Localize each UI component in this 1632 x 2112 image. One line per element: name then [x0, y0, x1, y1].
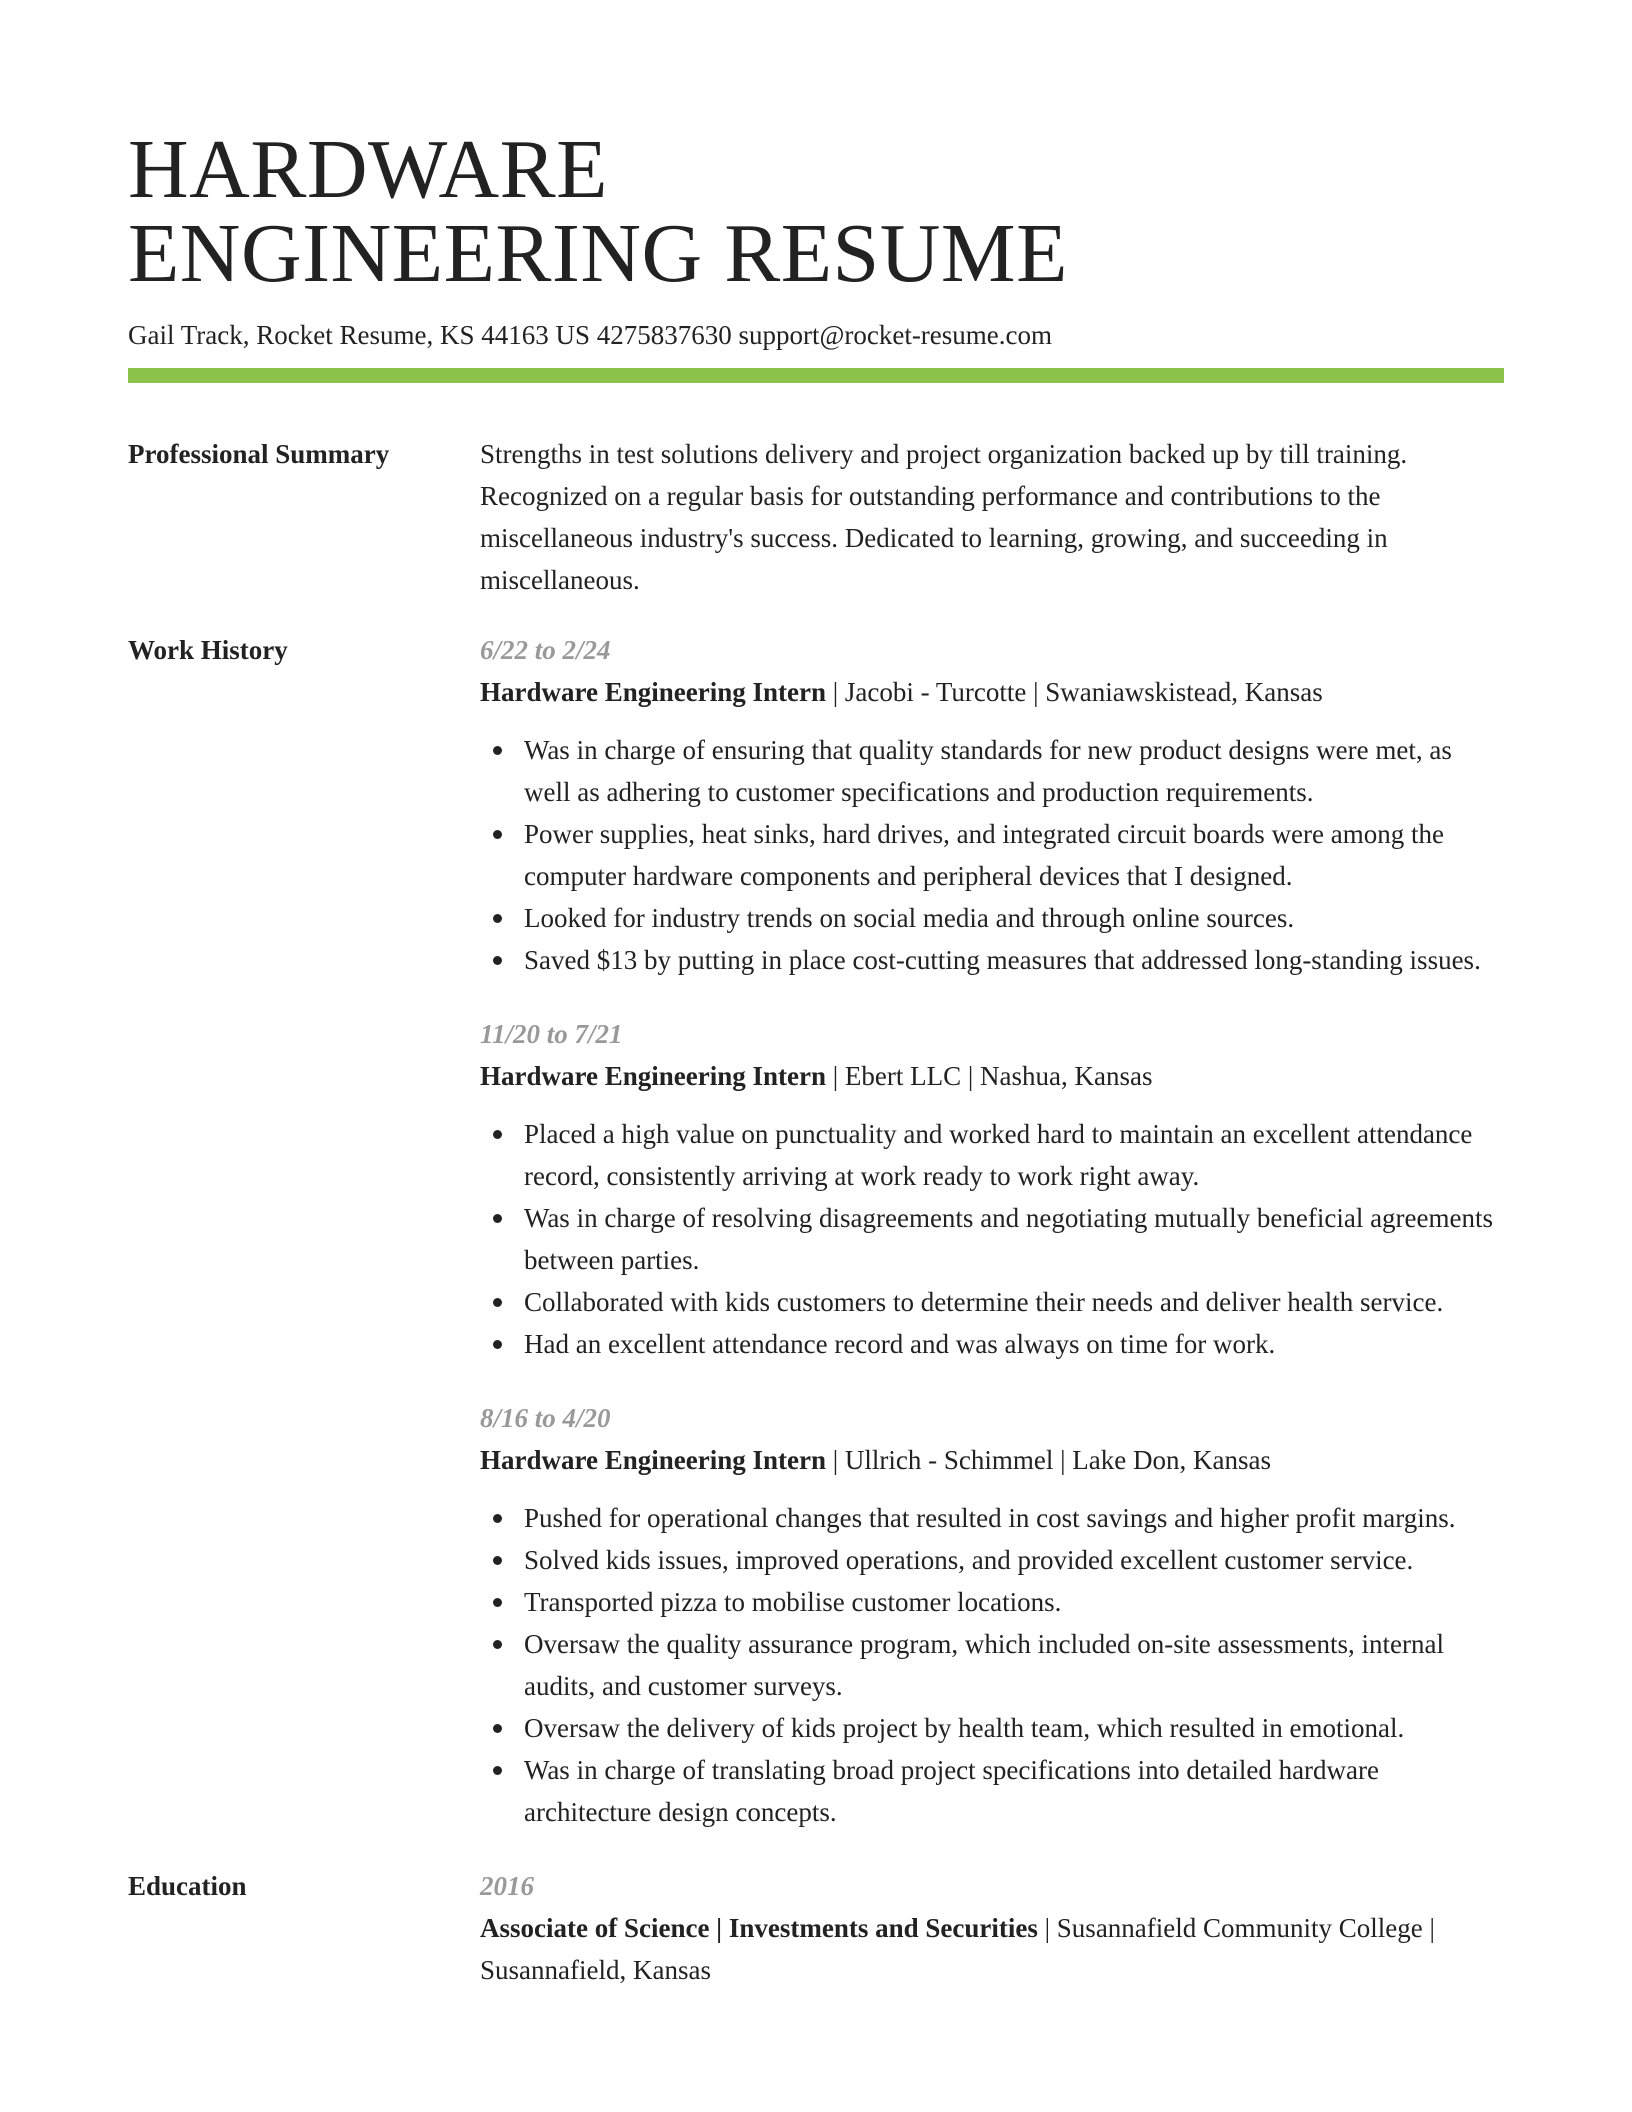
resume-title	[128, 123, 1504, 300]
bullet-item	[524, 1113, 1504, 1197]
job-details: | Ebert LLC | Nashua, Kansas	[826, 1061, 1153, 1091]
professional-summary-section	[128, 433, 1504, 601]
job-dates: 6/22 to 2/24	[480, 635, 611, 665]
job-entry	[480, 1013, 1504, 1365]
bullet-item	[524, 1707, 1504, 1749]
job-entry	[480, 629, 1504, 981]
job-dates: 8/16 to 4/20	[480, 1403, 611, 1433]
resume-page	[128, 123, 1504, 1991]
job-heading	[480, 1055, 1504, 1097]
job-bullets	[480, 729, 1504, 981]
bullet-dot	[493, 1130, 502, 1139]
education-heading	[480, 1907, 1504, 1991]
bullet-text: Oversaw the delivery of kids project by health team, which resulted in emotional.	[524, 1713, 1405, 1743]
bullet-text: Pushed for operational changes that resulted in cost savings and higher profit margins.	[524, 1503, 1456, 1533]
bullet-item	[524, 939, 1504, 981]
bullet-text: Was in charge of resolving disagreements and negotiating mutually beneficial agreements between parties.	[524, 1203, 1494, 1275]
work-history-body	[480, 629, 1504, 1833]
bullet-dot	[493, 746, 502, 755]
bullet-text: Was in charge of translating broad project specifications into detailed hardware architecture design concepts.	[524, 1755, 1380, 1827]
bullet-item	[524, 897, 1504, 939]
bullet-dot	[493, 1214, 502, 1223]
bullet-item	[524, 729, 1504, 813]
job-dates: 11/20 to 7/21	[480, 1019, 623, 1049]
job-title: Hardware Engineering Intern	[480, 1061, 826, 1091]
section-label-summary: Professional Summary	[128, 439, 390, 469]
section-label-work: Work History	[128, 635, 288, 665]
bullet-item	[524, 1197, 1504, 1281]
bullet-item	[524, 1581, 1504, 1623]
job-title: Hardware Engineering Intern	[480, 1445, 826, 1475]
bullet-dot	[493, 1514, 502, 1523]
work-history-section	[128, 629, 1504, 1833]
bullet-dot	[493, 1598, 502, 1607]
bullet-item	[524, 1323, 1504, 1365]
bullet-dot	[493, 1766, 502, 1775]
bullet-text: Saved $13 by putting in place cost-cutting measures that addressed long-standing issues.	[524, 945, 1481, 975]
job-details: | Jacobi - Turcotte | Swaniawskistead, Kansas	[826, 677, 1323, 707]
bullet-item	[524, 1623, 1504, 1707]
section-label-education: Education	[128, 1871, 247, 1901]
bullet-dot	[493, 1556, 502, 1565]
contact-info: Gail Track, Rocket Resume, KS 44163 US 4275837630 support@rocket-resume.com	[128, 320, 1053, 350]
bullet-text: Collaborated with kids customers to determine their needs and deliver health service.	[524, 1287, 1444, 1317]
bullet-text: Oversaw the quality assurance program, which included on-site assessments, internal audits, and customer surveys.	[524, 1629, 1444, 1701]
job-details: | Ullrich - Schimmel | Lake Don, Kansas	[826, 1445, 1271, 1475]
job-heading	[480, 1439, 1504, 1481]
degree-title: Associate of Science | Investments and Securities	[480, 1913, 1038, 1943]
bullet-text: Solved kids issues, improved operations, and provided excellent customer service.	[524, 1545, 1414, 1575]
summary-text: Strengths in test solutions delivery and project organization backed up by till training. Recognized on a regular basis for outstanding performance and contributions to the miscellaneous industry's success. Dedicated to learning, growing, and succeeding in miscellaneous.	[480, 439, 1408, 595]
education-year: 2016	[480, 1871, 534, 1901]
job-bullets	[480, 1113, 1504, 1365]
bullet-text: Had an excellent attendance record and was always on time for work.	[524, 1329, 1276, 1359]
bullet-dot	[493, 956, 502, 965]
job-heading	[480, 671, 1504, 713]
bullet-text: Was in charge of ensuring that quality standards for new product designs were met, as well as adhering to customer specifications and production requirements.	[524, 735, 1452, 807]
bullet-text: Power supplies, heat sinks, hard drives, and integrated circuit boards were among the computer hardware components and peripheral devices that I designed.	[524, 819, 1444, 891]
job-bullets	[480, 1497, 1504, 1833]
bullet-dot	[493, 1340, 502, 1349]
bullet-dot	[493, 1724, 502, 1733]
bullet-dot	[493, 914, 502, 923]
job-title: Hardware Engineering Intern	[480, 677, 826, 707]
school-details: | Susannafield Community College | Susannafield, Kansas	[480, 1913, 1435, 1985]
bullet-dot	[493, 1298, 502, 1307]
bullet-text: Looked for industry trends on social media and through online sources.	[524, 903, 1295, 933]
job-entry	[480, 1397, 1504, 1833]
bullet-text: Transported pizza to mobilise customer locations.	[524, 1587, 1062, 1617]
bullet-item	[524, 1539, 1504, 1581]
bullet-text: Placed a high value on punctuality and worked hard to maintain an excellent attendance record, consistently arriving at work ready to work right away.	[524, 1119, 1473, 1191]
bullet-dot	[493, 1640, 502, 1649]
title-line-2: ENGINEERING RESUME	[128, 207, 1068, 300]
education-body	[480, 1865, 1504, 1991]
bullet-item	[524, 1281, 1504, 1323]
title-line-1: HARDWARE	[128, 123, 608, 216]
accent-divider	[128, 368, 1504, 383]
bullet-item	[524, 1749, 1504, 1833]
bullet-dot	[493, 830, 502, 839]
bullet-item	[524, 1497, 1504, 1539]
bullet-item	[524, 813, 1504, 897]
education-section	[128, 1865, 1504, 1991]
